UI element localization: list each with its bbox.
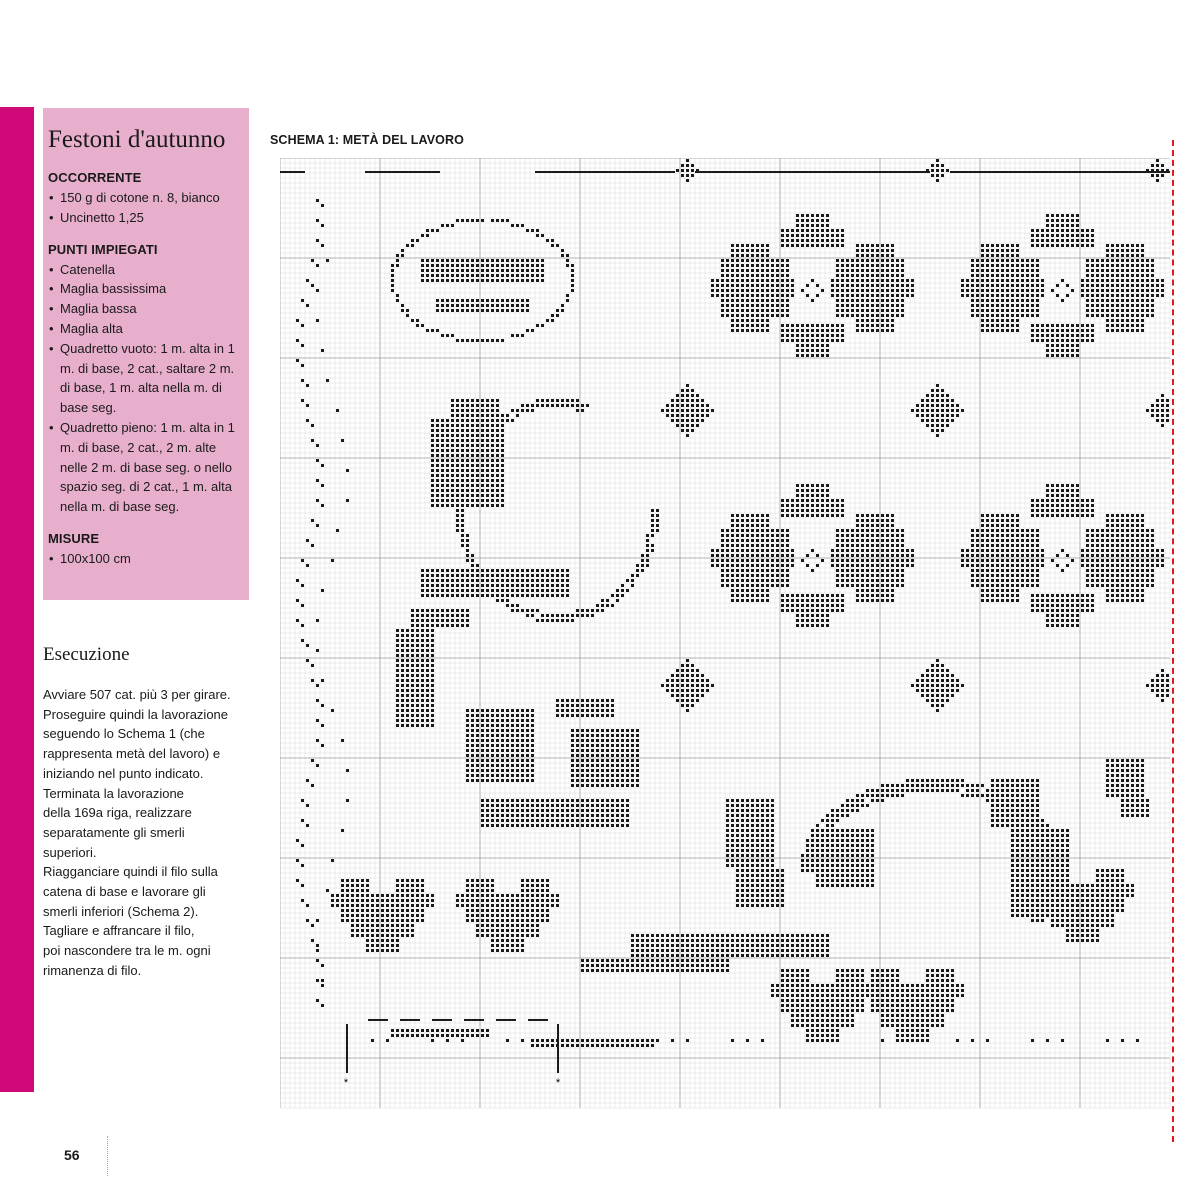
section-occorrente [48,170,244,228]
section-heading: MISURE [48,530,100,546]
materials-box [43,108,249,600]
page-number: 56 [64,1147,80,1163]
execution-text: Avviare 507 cat. più 3 per girare. Proseguire quindi la lavorazione seguendo lo Schema 1 (che rappresenta metà del lavoro) e iniziando nel punto indicato. Terminata la lavorazione della 169a riga, realizzare separatamente gli smerli superiori. Riagganciare quindi il filo sulla catena di base e lavorare gli smerli inferiori (Schema 2). Tagliare e affrancare il filo, poi nascondere tra le m. ogni rimanenza di filo. [43,687,231,978]
section-heading: PUNTI IMPIEGATI [48,241,158,257]
list-item: • Quadretto pieno: 1 m. alta in 1 m. di base, 2 cat., 2 m. alte nelle 2 m. di base seg. o nello spazio seg. di 2 cat., 1 m. alta nella m. di base seg. [48,418,244,517]
start-asterisk-right: * [555,1077,561,1089]
pattern-title: Festoni d'autunno [48,126,226,153]
list-item: • Catenella [48,260,244,280]
center-line [1172,140,1174,1142]
filet-chart [280,158,1172,1110]
execution-title: Esecuzione [43,644,130,665]
list-item: • Maglia alta [48,319,244,339]
list-item: • Maglia bassissima [48,279,244,299]
list-item: • 100x100 cm [48,549,244,569]
start-asterisk-left: * [343,1077,349,1089]
list-item: • Quadretto vuoto: 1 m. alta in 1 m. di base, 2 cat., saltare 2 m. di base, 1 m. alta nella m. di base seg. [48,339,244,418]
section-punti [48,242,244,517]
section-misure [48,531,244,569]
chart-title: SCHEMA 1: METÀ DEL LAVORO [270,133,464,147]
accent-bar [0,107,34,1092]
list-item: • Uncinetto 1,25 [48,208,244,228]
list-item: • Maglia bassa [48,299,244,319]
page-divider [107,1136,108,1176]
list-item: • 150 g di cotone n. 8, bianco [48,188,244,208]
section-heading: OCCORRENTE [48,170,142,185]
